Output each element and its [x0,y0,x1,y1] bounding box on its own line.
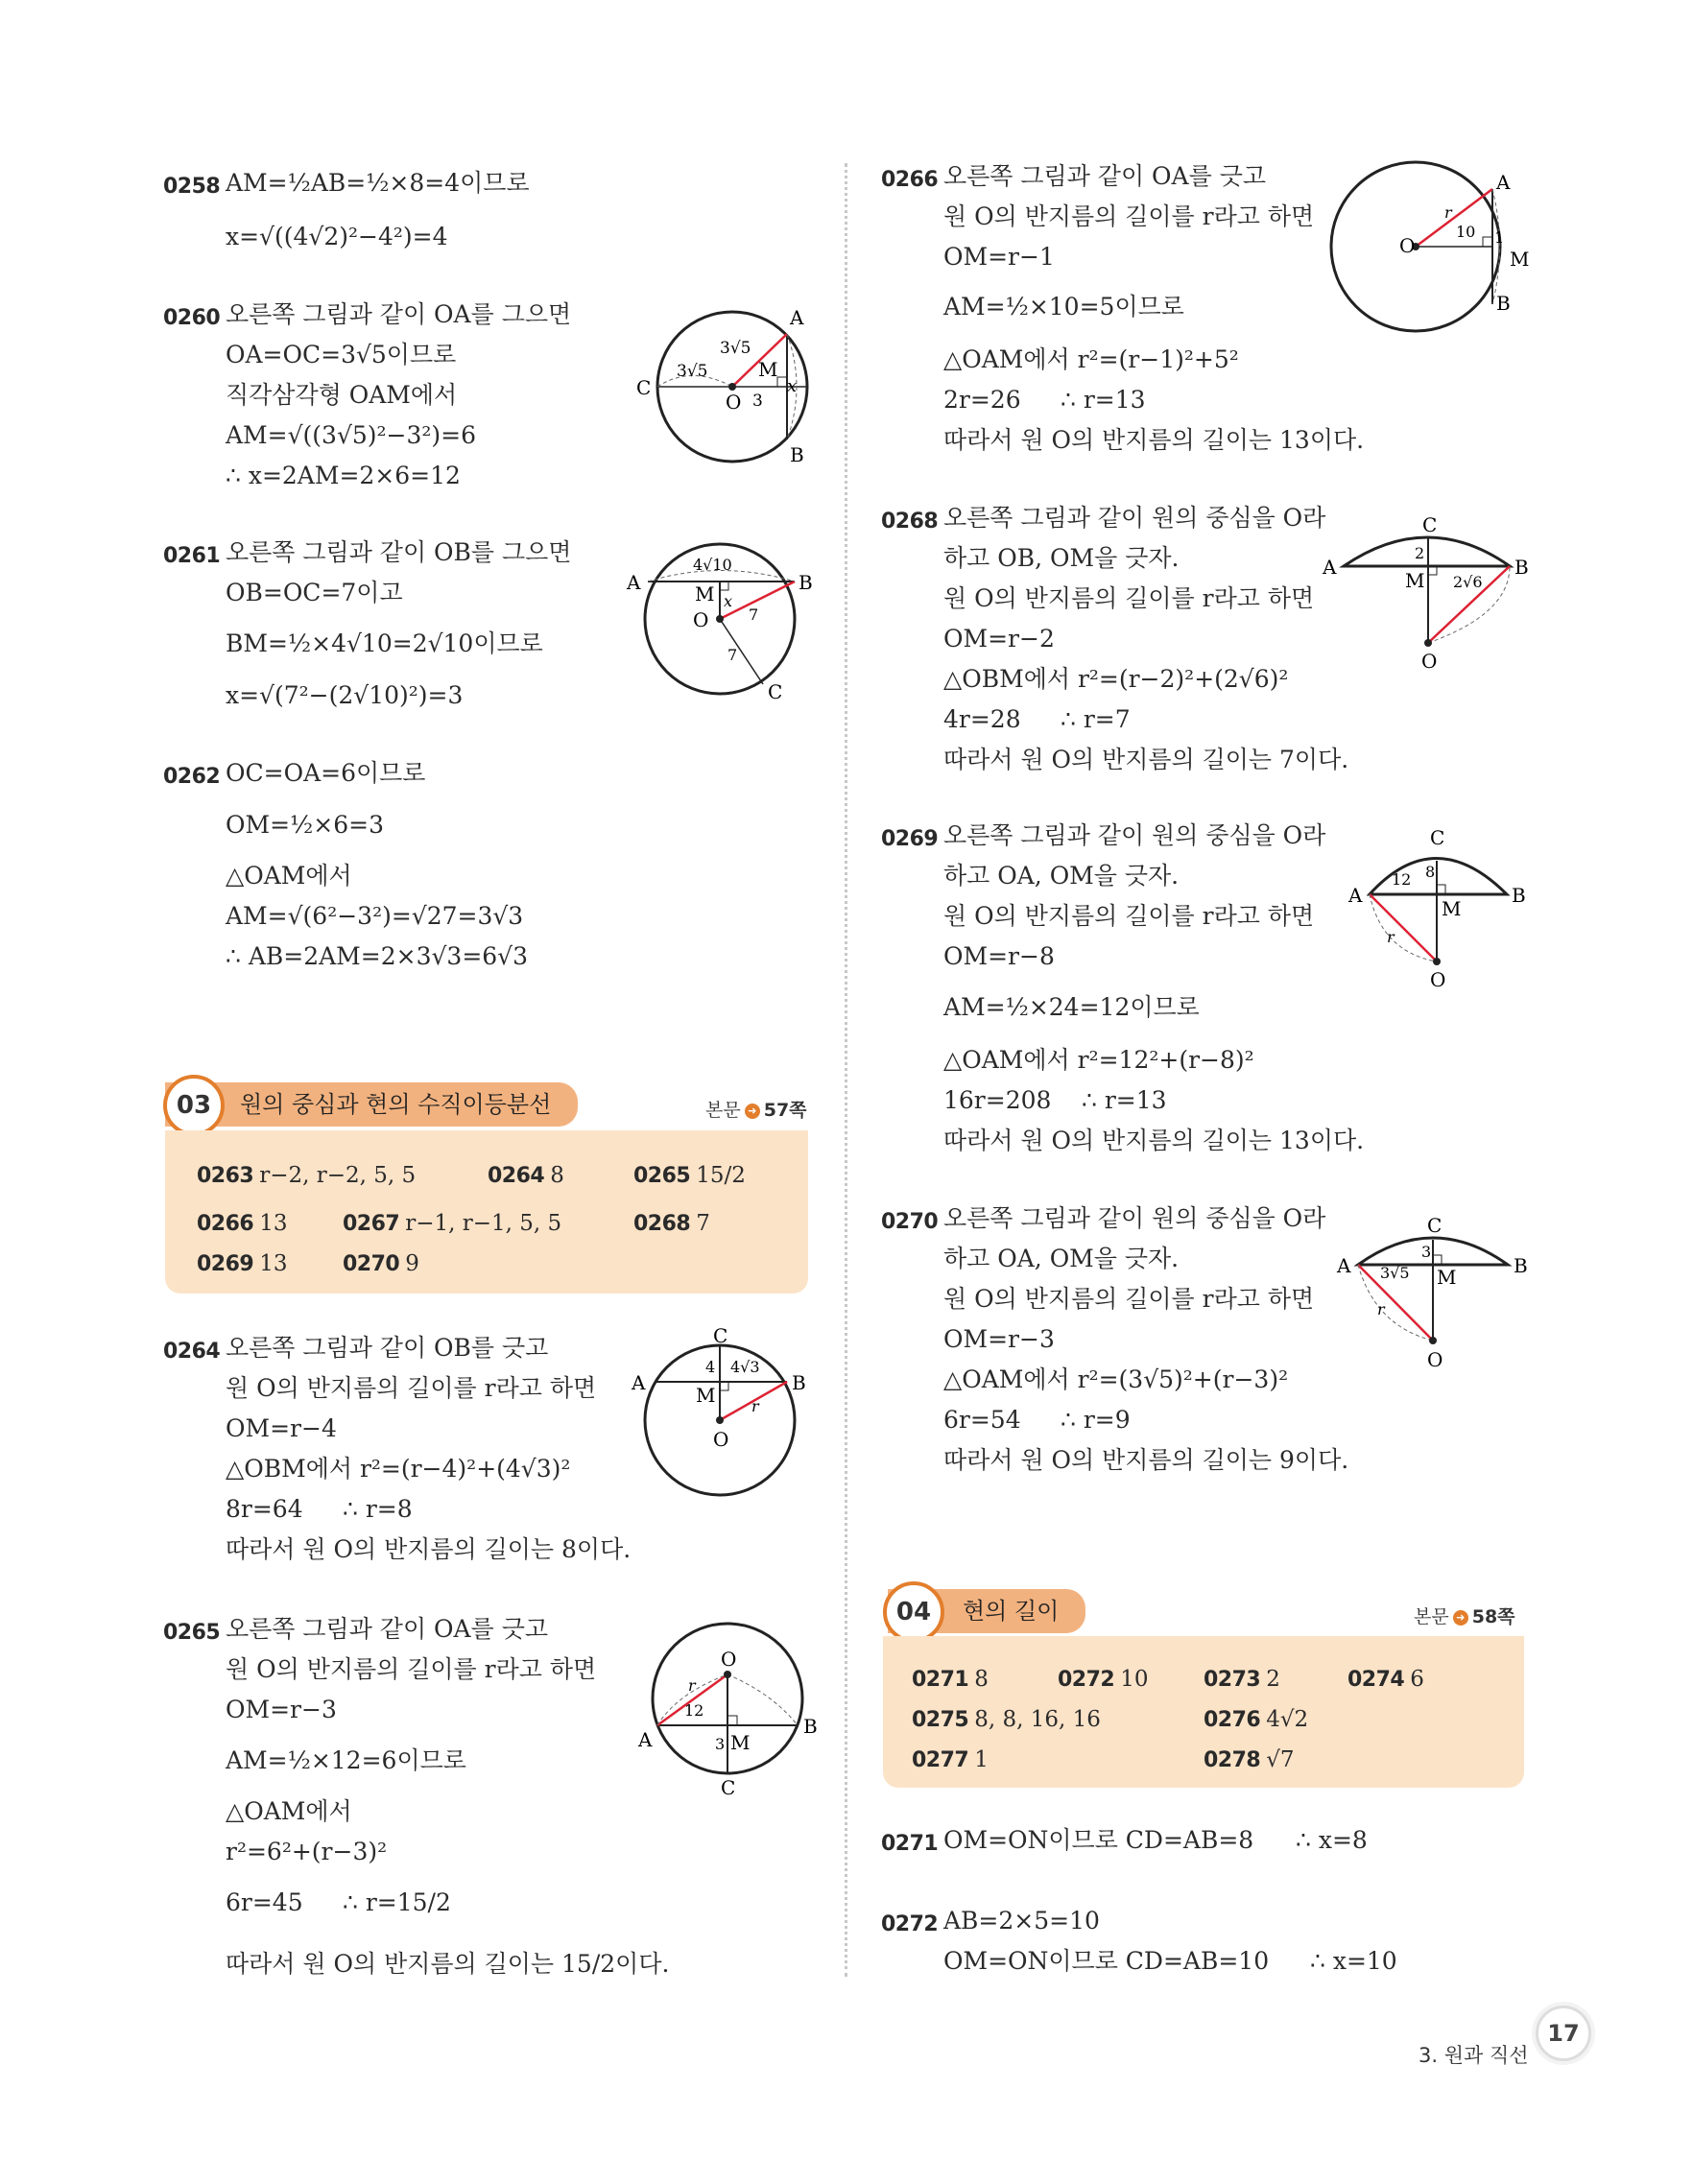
solution-line: △OAM에서 r²=(3√5)²+(r−3)² [943,1365,1289,1393]
solution-line: ∴ x=8 [1296,1826,1368,1854]
solution-line: 4r=28 [943,705,1021,733]
label-O: O [1430,968,1446,991]
solution-line: AB=2×5=10 [943,1907,1100,1935]
label-half-chord: 2√6 [1453,573,1483,591]
solution-line: 오른쪽 그림과 같이 원의 중심을 O라 [943,1204,1326,1232]
ref-page: 57쪽 [763,1100,807,1121]
arrow-right-icon: ➜ [1453,1610,1468,1626]
ref-label: 본문 [1414,1606,1449,1627]
section-title: 현의 길이 [963,1598,1060,1625]
solution-line: ∴ x=2AM=2×6=12 [226,462,461,489]
solution-line: ∴ r=13 [1061,386,1146,414]
solution-line: 따라서 원 O의 반지름의 길이는 13이다. [943,426,1365,454]
label-height: 4 [705,1358,716,1376]
label-O: O [721,1648,737,1671]
label-M: M [758,358,778,381]
solution-line: OM=ON이므로 CD=AB=8 [943,1826,1254,1854]
figure-0269 [1348,827,1550,990]
solution-line: 직각삼각형 OAM에서 [226,381,458,409]
solution-line: △OBM에서 r²=(r−2)²+(2√6)² [943,665,1289,693]
solution-line: OM=r−2 [943,625,1055,653]
solution-line: 오른쪽 그림과 같이 OA를 긋고 [943,162,1266,190]
solution-line: 하고 OB, OM을 긋자. [943,544,1180,572]
problem-number: 0260 [163,306,221,330]
label-M: M [1437,1266,1457,1289]
solution-line: 16r=208 [943,1086,1052,1114]
label-C: C [768,680,783,703]
label-B: B [1512,884,1526,907]
problem-number: 0268 [881,510,939,534]
label-O: O [1421,650,1438,673]
solution-line: 하고 OA, OM을 긋자. [943,862,1180,890]
solution-line: 원 O의 반지름의 길이를 r라고 하면 [226,1655,597,1683]
label-M: M [730,1731,751,1754]
label-B: B [799,571,813,594]
section-03-ref [705,1096,807,1122]
solution-line: △OAM에서 r²=12²+(r−8)² [943,1046,1254,1074]
solution-line: AM=½×12=6이므로 [226,1746,466,1774]
label-C: C [636,376,652,399]
figure-0261 [624,535,816,703]
label-A: A [790,306,804,329]
answer-item: 0273 2 [1204,1667,1280,1692]
label-O: O [726,391,742,414]
label-A: A [1323,556,1337,579]
solution-line: △OAM에서 [226,1797,352,1825]
label-radius: 3√5 [677,362,708,381]
label-M: M [1405,569,1425,592]
label-x: x [787,376,798,396]
solution-line: 원 O의 반지름의 길이를 r라고 하면 [226,1374,597,1402]
label-B: B [1496,292,1511,315]
label-A: A [1337,1254,1351,1277]
label-radius: 7 [727,646,738,664]
label-C: C [721,1776,736,1799]
label-half-chord: 10 [1456,223,1476,241]
problem-number: 0270 [881,1210,939,1234]
answer-item: 0269 13 [197,1251,288,1276]
section-03-badge: 03 [163,1075,225,1136]
label-radius: r [751,1397,759,1415]
solution-line: 오른쪽 그림과 같이 OB를 그으면 [226,538,572,566]
label-radius: r [1444,203,1452,222]
solution-line: OM=r−4 [226,1414,337,1442]
answer-item: 0271 8 [912,1667,989,1692]
answer-item: 0276 4√2 [1204,1707,1309,1732]
figure-0260 [633,305,825,468]
label-O: O [1427,1348,1443,1371]
label-radius: r [688,1676,696,1695]
label-radius: 7 [749,605,759,624]
label-O: O [713,1428,729,1451]
label-C: C [713,1324,728,1347]
label-half-chord: 12 [1392,870,1412,889]
solution-line: △OBM에서 r²=(r−4)²+(4√3)² [226,1455,571,1483]
label-B: B [1514,1254,1528,1277]
answer-item: 0278 √7 [1204,1747,1295,1772]
solution-line: AM=√(6²−3²)=√27=3√3 [226,902,524,930]
problem-number: 0258 [163,175,221,199]
ref-page: 58쪽 [1471,1606,1515,1627]
label-x: x [724,592,733,610]
solution-line: ∴ AB=2AM=2×3√3=6√3 [226,942,529,970]
problem-number: 0272 [881,1912,939,1936]
label-M: M [696,1384,716,1407]
solution-line: 6r=45 [226,1888,303,1916]
answer-item: 0272 10 [1058,1667,1149,1692]
solution-line: ∴ x=10 [1310,1947,1397,1975]
answer-item: 0266 13 [197,1211,288,1236]
solution-line: AM=½×24=12이므로 [943,993,1200,1021]
solution-line: AM=½AB=½×8=4이므로 [226,169,530,197]
solution-line: 하고 OA, OM을 긋자. [943,1245,1180,1272]
label-C: C [1427,1214,1443,1237]
answer-item: 0265 15/2 [633,1163,746,1188]
solution-line: 원 O의 반지름의 길이를 r라고 하면 [943,584,1315,612]
answer-item: 0268 7 [633,1211,710,1236]
solution-line: 오른쪽 그림과 같이 원의 중심을 O라 [943,821,1326,849]
solution-line: 오른쪽 그림과 같이 원의 중심을 O라 [943,504,1326,532]
solution-line: x=√(7²−(2√10)²)=3 [226,681,464,709]
answer-item: 0275 8, 8, 16, 16 [912,1707,1101,1732]
figure-0266 [1396,158,1531,326]
label-M: M [1442,897,1462,920]
solution-line: △OAM에서 [226,862,352,890]
label-B: B [790,443,804,466]
solution-line: 따라서 원 O의 반지름의 길이는 13이다. [943,1127,1365,1154]
label-height: 3 [715,1735,726,1753]
solution-line: x=√((4√2)²−4²)=4 [226,223,448,250]
label-M: M [695,582,715,605]
problem-number: 0264 [163,1340,221,1364]
figure-0270 [1337,1211,1538,1371]
answer-item: 0277 1 [912,1747,989,1772]
answer-item: 0264 8 [488,1163,564,1188]
label-radius: r [1387,928,1395,946]
solution-line: 오른쪽 그림과 같이 OA를 긋고 [226,1615,548,1643]
solution-line: OM=½×6=3 [226,811,384,839]
solution-line: 원 O의 반지름의 길이를 r라고 하면 [943,202,1315,230]
solution-line: OA=OC=3√5이므로 [226,341,457,368]
problem-number: 0269 [881,827,939,851]
solution-line: OB=OC=7이고 [226,579,403,606]
solution-line: ∴ r=9 [1061,1406,1131,1434]
problem-number: 0265 [163,1621,221,1645]
label-height: 3 [1421,1243,1432,1261]
label-B: B [1514,556,1529,579]
solution-line: OC=OA=6이므로 [226,759,426,787]
section-03-banner [165,1082,578,1127]
figure-0264 [629,1324,821,1502]
answer-item: 0274 6 [1347,1667,1424,1692]
label-half-chord: 3√5 [1380,1264,1410,1282]
label-A: A [1496,171,1511,194]
label-radius: 3√5 [720,339,751,358]
solution-line: 8r=64 [226,1495,303,1523]
label-C: C [1422,513,1438,536]
solution-line: 원 O의 반지름의 길이를 r라고 하면 [943,902,1315,930]
solution-line: OM=r−3 [943,1325,1055,1353]
label-half-chord: 12 [684,1701,704,1720]
label-half-chord: 4√3 [730,1358,760,1376]
label-A: A [627,571,641,594]
label-height: 8 [1425,863,1436,881]
label-O: O [693,608,709,631]
section-title: 원의 중심과 현의 수직이등분선 [240,1091,552,1118]
solution-line: r²=6²+(r−3)² [226,1838,388,1865]
column-divider [845,163,847,1977]
solution-line: 2r=26 [943,386,1021,414]
label-height: 1 [1494,228,1505,247]
answer-item: 0270 9 [343,1251,419,1276]
label-M: M [1510,248,1530,271]
solution-line: △OAM에서 r²=(r−1)²+5² [943,345,1239,373]
label-radius: r [1377,1300,1385,1318]
solution-line: 오른쪽 그림과 같이 OA를 그으면 [226,300,572,328]
solution-line: OM=r−8 [943,942,1055,970]
figure-0268 [1323,509,1543,672]
section-04-badge: 04 [883,1581,944,1643]
answer-item: 0267 r−1, r−1, 5, 5 [343,1211,562,1236]
label-A: A [1348,884,1363,907]
solution-line: 따라서 원 O의 반지름의 길이는 7이다. [943,746,1349,773]
solution-line: 따라서 원 O의 반지름의 길이는 15/2이다. [226,1950,670,1978]
label-A: A [632,1371,646,1394]
solution-line: AM=√((3√5)²−3²)=6 [226,421,477,449]
label-height: 2 [1415,544,1425,562]
solution-line: ∴ r=7 [1061,705,1131,733]
solution-line: 따라서 원 O의 반지름의 길이는 9이다. [943,1446,1349,1474]
solution-line: OM=ON이므로 CD=AB=10 [943,1947,1270,1975]
solution-line: OM=r−3 [226,1696,337,1723]
page-number: 17 [1536,2006,1591,2061]
solution-line: OM=r−1 [943,243,1055,271]
solution-line: 원 O의 반지름의 길이를 r라고 하면 [943,1285,1315,1313]
solution-line: 오른쪽 그림과 같이 OB를 긋고 [226,1334,549,1362]
solution-line: 6r=54 [943,1406,1021,1434]
problem-number: 0271 [881,1832,939,1856]
solution-line: 따라서 원 O의 반지름의 길이는 8이다. [226,1535,632,1563]
chapter-label: 3. 원과 직선 [1419,2044,1529,2067]
figure-0265 [638,1612,830,1799]
label-O: O [1399,234,1416,257]
solution-line: ∴ r=8 [343,1495,413,1523]
label-om: 3 [752,392,763,411]
label-C: C [1430,826,1445,849]
solution-line: ∴ r=15/2 [343,1888,451,1916]
arrow-right-icon: ➜ [745,1104,760,1119]
section-04-ref [1414,1602,1515,1628]
label-B: B [792,1371,806,1394]
answer-item: 0263 r−2, r−2, 5, 5 [197,1163,417,1188]
solution-line: BM=½×4√10=2√10이므로 [226,629,543,657]
label-chord: 4√10 [693,556,732,574]
problem-number: 0262 [163,765,221,789]
solution-line: ∴ r=13 [1082,1086,1167,1114]
ref-label: 본문 [705,1100,741,1121]
problem-number: 0261 [163,544,221,568]
label-A: A [638,1728,653,1751]
label-B: B [803,1715,818,1738]
solution-line: AM=½×10=5이므로 [943,293,1184,320]
problem-number: 0266 [881,168,939,192]
